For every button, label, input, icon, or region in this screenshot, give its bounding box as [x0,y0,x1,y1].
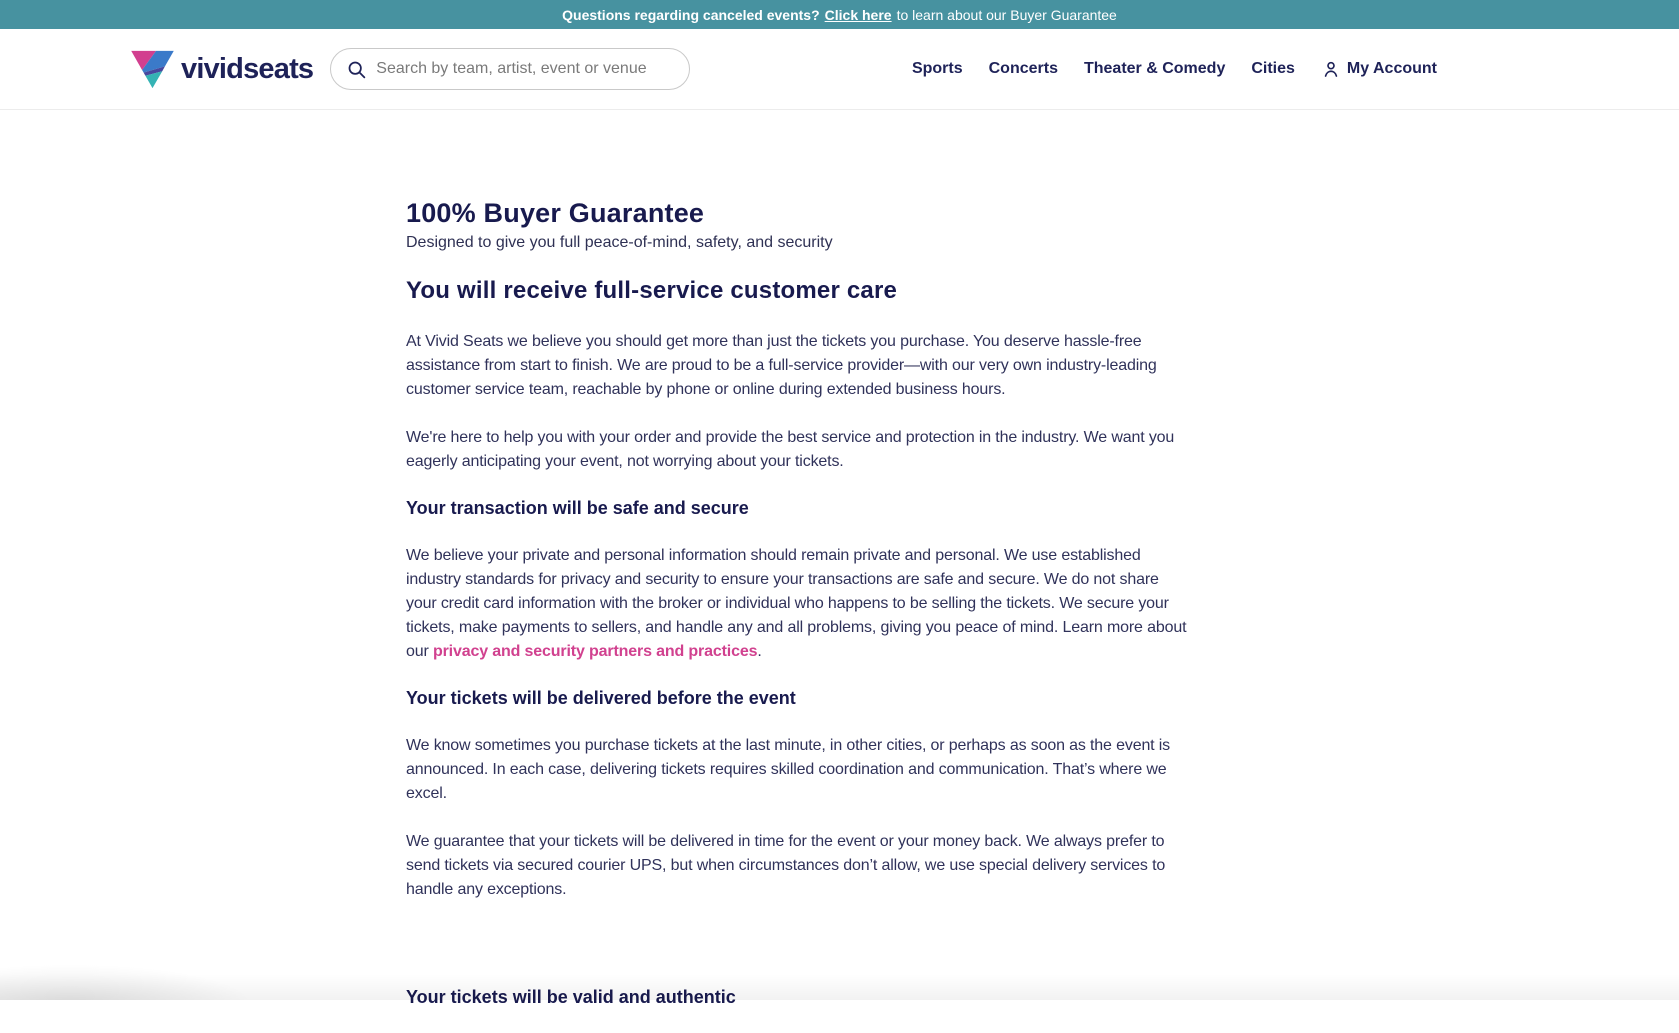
page-title: 100% Buyer Guarantee [406,197,1191,229]
nav-item-cities[interactable]: Cities [1251,60,1295,78]
paragraph-safe-secure [406,544,1191,664]
paragraph-safe-secure-text: We believe your private and personal information should remain private and personal. We use established industry standards for privacy and security to ensure your transactions are safe and secure. We do not share your credit card information with the broker or individual who happens to be selling the tickets. We secure your tickets, make payments to sellers, and handle any and all problems, giving you peace of mind. Learn more about our [406,547,1186,660]
paragraph-delivery-1: We know sometimes you purchase tickets at the last minute, in other cities, or perhaps as soon as the event is announced. In each case, delivering tickets requires skilled coordination and communication. That’s where we excel. [406,734,1191,806]
privacy-security-link[interactable]: privacy and security partners and practices [433,643,757,660]
buyer-guarantee-article [406,197,1191,1033]
person-icon [1321,59,1341,79]
nav-item-theater-comedy[interactable]: Theater & Comedy [1084,60,1225,78]
nav-item-sports[interactable]: Sports [912,60,963,78]
site-header [0,29,1679,110]
nav-item-concerts[interactable]: Concerts [989,60,1058,78]
section-heading-customer-care: You will receive full-service customer care [406,276,1191,306]
paragraph-safe-secure-period: . [757,643,761,660]
search-input[interactable] [376,60,675,78]
banner-question: Questions regarding canceled events? [562,7,820,23]
search-bar[interactable] [330,48,690,90]
main-nav [912,59,1437,79]
vividseats-triangle-icon [130,50,175,89]
paragraph-customer-care-1: At Vivid Seats we believe you should get more than just the tickets you purchase. You deserve hassle-free assistance from start to finish. We are proud to be a full-service provider—with our very own industry-leading customer service team, reachable by phone or online during extended business hours. [406,330,1191,402]
subheading-valid-authentic: Your tickets will be valid and authentic [406,986,1191,1009]
paragraph-customer-care-2: We're here to help you with your order and provide the best service and protection in the industry. We want you eagerly anticipating your event, not worrying about your tickets. [406,426,1191,474]
page-subtitle: Designed to give you full peace-of-mind, safety, and security [406,232,1191,254]
vividseats-logo[interactable] [130,50,313,89]
promo-banner [0,0,1679,29]
bottom-left-shadow [0,940,340,1000]
banner-rest-text: to learn about our Buyer Guarantee [897,7,1117,23]
paragraph-delivery-2: We guarantee that your tickets will be delivered in time for the event or your money back. We always prefer to send tickets via secured courier UPS, but when circumstances don’t allow, we use special delivery services to handle any exceptions. [406,830,1191,902]
search-icon [346,59,367,80]
logo-wordmark: vividseats [181,53,313,86]
banner-click-here-link[interactable]: Click here [825,7,892,23]
my-account-label: My Account [1347,60,1437,78]
my-account-button[interactable] [1321,59,1437,79]
subheading-delivered-before-event: Your tickets will be delivered before the event [406,687,1191,710]
subheading-safe-secure: Your transaction will be safe and secure [406,497,1191,520]
